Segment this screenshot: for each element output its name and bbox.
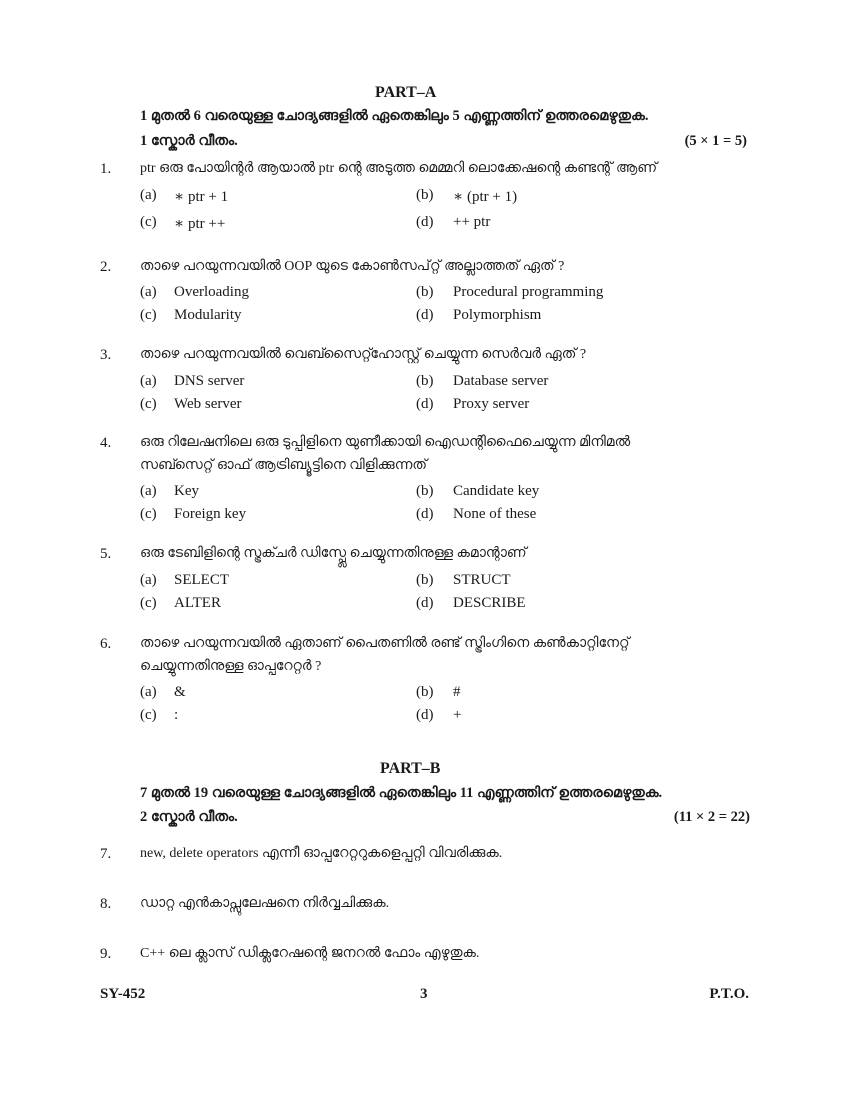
option-text: Candidate key [453, 483, 540, 499]
option-letter: (c) [140, 506, 157, 522]
option-text: Foreign key [174, 506, 247, 522]
option-letter: (a) [140, 684, 157, 700]
question-number: 7. [100, 846, 112, 862]
option-letter: (c) [140, 396, 157, 412]
option-letter: (d) [416, 506, 434, 522]
option-letter: (b) [416, 187, 434, 203]
option-text: ALTER [174, 595, 221, 611]
option-text: ++ ptr [453, 214, 491, 230]
option-letter: (a) [140, 284, 157, 300]
option-text: Procedural programming [453, 284, 604, 300]
part-b-title: PART–B [380, 760, 441, 777]
option-text: Database server [453, 373, 549, 389]
option-text: SELECT [174, 572, 229, 588]
option-letter: (b) [416, 483, 434, 499]
option-text: Key [174, 483, 199, 499]
part-a-score-note: 1 സ്കോർ വീതം. [140, 133, 238, 149]
option-letter: (c) [140, 707, 157, 723]
option-letter: (d) [416, 707, 434, 723]
option-letter: (a) [140, 572, 157, 588]
question-text: താഴെ പറയുന്നവയിൽ വെബ്സൈറ്റ്ഹോസ്റ്റ് ചെയ്യുന്ന സെർവർ ഏത് ? [140, 347, 587, 362]
option-letter: (a) [140, 483, 157, 499]
option-letter: (d) [416, 595, 434, 611]
question-number: 3. [100, 347, 112, 363]
option-letter: (b) [416, 284, 434, 300]
option-text: Web server [174, 396, 242, 412]
option-text: Proxy server [453, 396, 530, 412]
question-text: താഴെ പറയുന്നവയിൽ ഏതാണ് പൈതണിൽ രണ്ട് സ്ട്രിംഗിനെ കൺകാറ്റിനേറ്റ് [140, 636, 630, 651]
option-text: ∗ ptr ++ [174, 216, 226, 232]
option-letter: (d) [416, 214, 434, 230]
question-text-continued: സബ്സെറ്റ് ഓഫ് ആട്രിബ്യൂട്ടിനെ വിളിക്കുന്നത് [140, 458, 427, 473]
pto-note: P.T.O. [709, 986, 749, 1002]
option-text: : [174, 707, 179, 723]
option-text: ∗ ptr + 1 [174, 189, 229, 205]
question-number: 4. [100, 435, 112, 451]
option-letter: (b) [416, 373, 434, 389]
question-text: ഒരു റിലേഷനിലെ ഒരു ടുപ്പിളിനെ യുണീക്കായി ഐഡന്റിഫൈചെയ്യുന്ന മിനിമൽ [140, 435, 631, 450]
question-text: ptr ഒരു പോയിന്റർ ആയാൽ ptr ന്റെ അടുത്ത മെമ്മറി ലൊക്കേഷന്റെ കണ്ടന്റ് ആണ് [140, 161, 658, 176]
option-text: # [453, 684, 461, 700]
option-text: ∗ (ptr + 1) [453, 189, 518, 205]
question-number: 6. [100, 636, 112, 652]
question-text: new, delete operators എന്നീ ഓപ്പറേറ്ററുകളെപ്പറ്റി വിവരിക്കുക. [140, 846, 503, 861]
option-text: STRUCT [453, 572, 511, 588]
option-letter: (c) [140, 595, 157, 611]
part-b-score-note: 2 സ്കോർ വീതം. [140, 809, 238, 825]
question-number: 2. [100, 259, 112, 275]
paper-code: SY-452 [100, 986, 146, 1002]
part-a-marks: (5 × 1 = 5) [684, 133, 747, 149]
part-b-marks: (11 × 2 = 22) [673, 809, 750, 825]
option-letter: (a) [140, 187, 157, 203]
option-text: + [453, 707, 462, 723]
option-letter: (d) [416, 396, 434, 412]
part-b-instruction: 7 മുതൽ 19 വരെയുള്ള ചോദ്യങ്ങളിൽ ഏതെങ്കിലും 11 എണ്ണത്തിന് ഉത്തരമെഴുതുക. [140, 785, 663, 801]
option-text: DNS server [174, 373, 245, 389]
question-text: ഡാറ്റ എൻകാപ്സുലേഷനെ നിർവ്വചിക്കുക. [140, 896, 390, 911]
part-a-title: PART–A [375, 84, 437, 101]
option-text: Overloading [174, 284, 249, 300]
question-number: 8. [100, 896, 112, 912]
question-text: താഴെ പറയുന്നവയിൽ OOP യുടെ കോൺസപ്റ്റ് അല്ലാത്തത് ഏത് ? [140, 259, 565, 274]
option-letter: (c) [140, 214, 157, 230]
question-number: 9. [100, 946, 112, 962]
option-letter: (a) [140, 373, 157, 389]
option-letter: (d) [416, 307, 434, 323]
question-number: 1. [100, 161, 112, 177]
page-number: 3 [420, 986, 428, 1002]
question-text: C++ ലെ ക്ലാസ് ഡിക്ലറേഷന്റെ ജനറൽ ഫോം എഴുതുക. [140, 946, 480, 961]
part-a-instruction: 1 മുതൽ 6 വരെയുള്ള ചോദ്യങ്ങളിൽ ഏതെങ്കിലും 5 എണ്ണത്തിന് ഉത്തരമെഴുതുക. [140, 108, 649, 124]
option-letter: (b) [416, 572, 434, 588]
option-letter: (b) [416, 684, 434, 700]
option-letter: (c) [140, 307, 157, 323]
option-text: DESCRIBE [453, 595, 526, 611]
option-text: & [174, 684, 186, 700]
option-text: Modularity [174, 307, 242, 323]
option-text: None of these [453, 506, 537, 522]
option-text: Polymorphism [453, 307, 542, 323]
question-text: ഒരു ടേബിളിന്റെ സ്ട്രക്ചർ ഡിസ്പ്ലേ ചെയ്യുന്നതിനുള്ള കമാന്റാണ് [140, 546, 527, 561]
question-number: 5. [100, 546, 112, 562]
question-text-continued: ചെയ്യുന്നതിനുള്ള ഓപ്പറേറ്റർ ? [140, 659, 322, 674]
